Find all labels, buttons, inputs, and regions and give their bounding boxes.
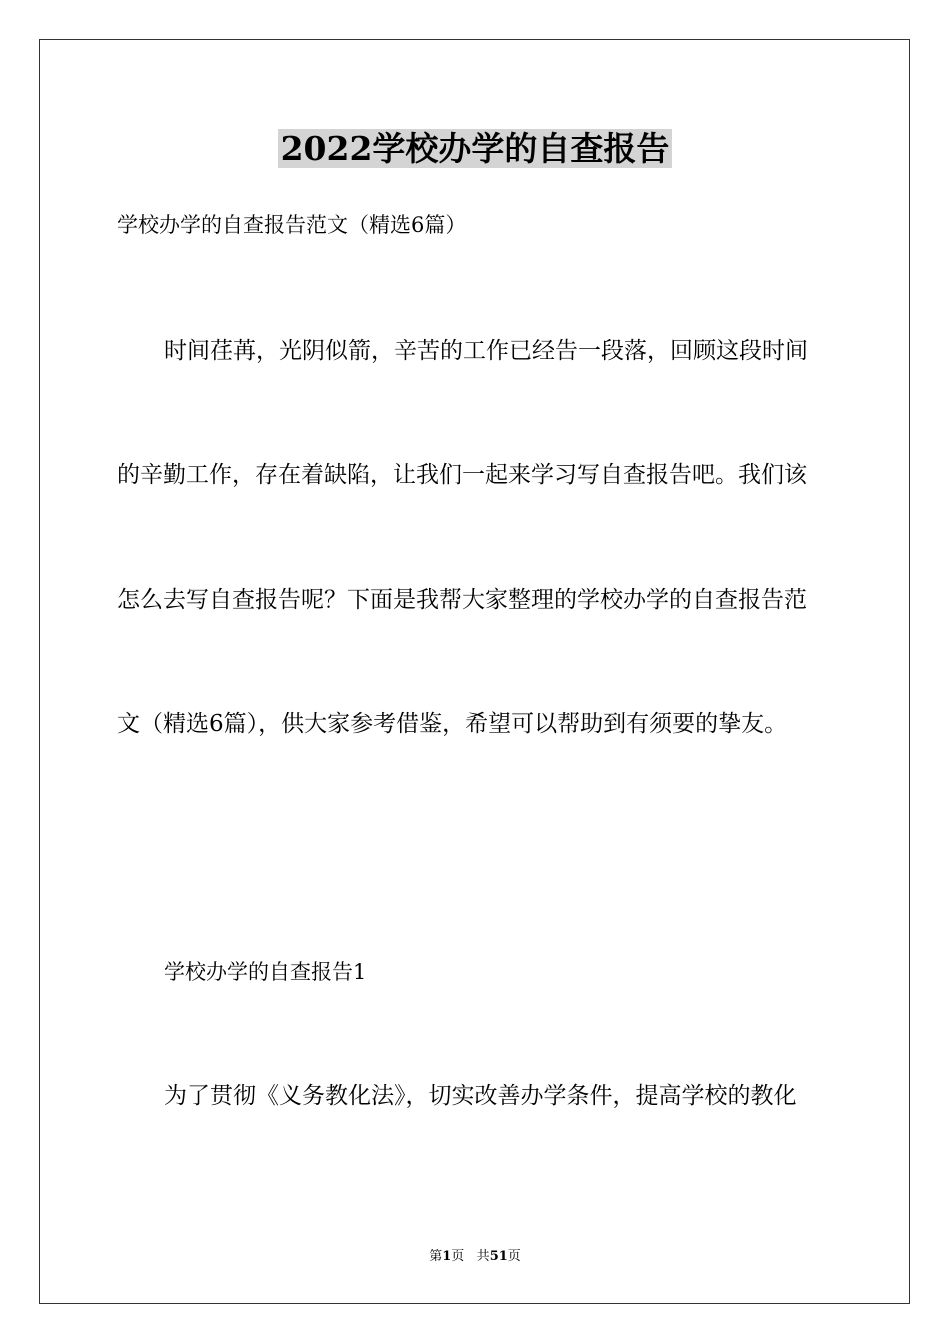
footer-page-unit: 页	[451, 1249, 465, 1264]
page-footer	[0, 1248, 950, 1266]
footer-total-prefix: 共	[476, 1249, 490, 1264]
intro-line-4: 文（精选6篇），供大家参考借鉴，希望可以帮助到有须要的挚友。	[117, 711, 788, 737]
body-line-1: 为了贯彻《义务教化法》，切实改善办学条件，提高学校的教化	[164, 1083, 797, 1109]
footer-page-prefix: 第	[429, 1249, 443, 1264]
footer-total-unit: 页	[507, 1249, 521, 1264]
document-subtitle: 学校办学的自查报告范文（精选6篇）	[117, 213, 467, 237]
intro-line-3: 怎么去写自查报告呢？下面是我帮大家整理的学校办学的自查报告范	[117, 587, 807, 613]
intro-line-2: 的辛勤工作，存在着缺陷，让我们一起来学习写自查报告吧。我们该	[117, 462, 807, 488]
document-title	[0, 127, 950, 171]
intro-line-1: 时间荏苒，光阴似箭，辛苦的工作已经告一段落，回顾这段时间	[164, 338, 808, 364]
footer-page-total: 51	[489, 1249, 508, 1264]
section-heading: 学校办学的自查报告1	[164, 960, 367, 984]
footer-page-current: 1	[442, 1249, 452, 1264]
document-title-text: 2022学校办学的自查报告	[278, 129, 673, 168]
